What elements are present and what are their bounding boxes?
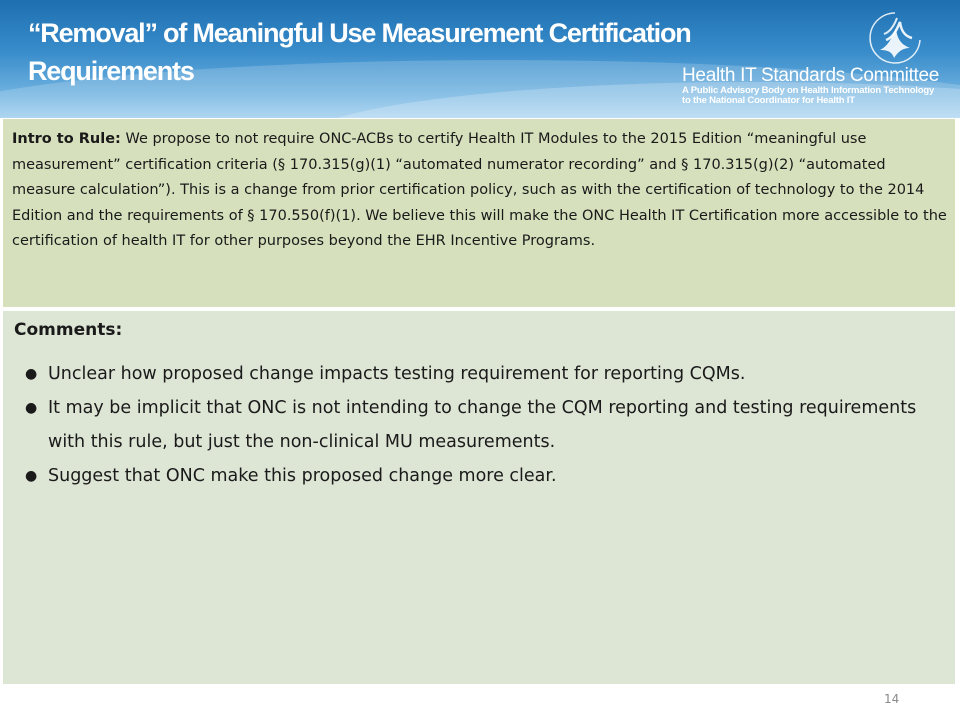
page-number: 14 <box>884 692 900 706</box>
committee-name: Health IT Standards Committee <box>682 65 940 86</box>
comment-text: It may be implicit that ONC is not intending to change the CQM reporting and testing requirements with this rule, but just the non-clinical MU measurements. <box>48 398 917 452</box>
committee-branding <box>682 66 939 106</box>
intro-to-rule-box <box>3 119 955 307</box>
slide-title: “Removal” of Meaningful Use Measurement Certification Requirements <box>28 18 691 86</box>
comment-text: Suggest that ONC make this proposed change more clear. <box>48 466 557 486</box>
comment-text: Unclear how proposed change impacts testing requirement for reporting CQMs. <box>48 364 746 384</box>
bullet-icon: ● <box>25 468 38 484</box>
comments-box <box>3 311 955 684</box>
committee-subtitle: A Public Advisory Body on Health Information Technology <box>682 85 935 96</box>
intro-label: Intro to Rule: <box>12 131 121 147</box>
hhs-eagle-icon <box>866 10 924 66</box>
committee-subtitle: to the National Coordinator for Health IT <box>682 95 855 106</box>
slide-header <box>0 0 960 118</box>
bullet-icon: ● <box>25 366 38 382</box>
list-item <box>14 357 945 391</box>
bullet-icon: ● <box>25 400 38 416</box>
list-item <box>14 391 945 459</box>
list-item <box>14 459 945 493</box>
comments-list <box>14 357 945 493</box>
comments-heading: Comments: <box>14 320 123 340</box>
intro-text: We propose to not require ONC-ACBs to certify Health IT Modules to the 2015 Edition “meaningful use measurement” certification criteria (§ 170.315(g)(1) “automated numerator recording” and § 170.315(g)(2) “automated measure calculation”). This is a change from prior certification policy, such as with the certification of technology to the 2014 Edition and the requirements of § 170.550(f)(1). We believe this will make the ONC Health IT Certification more accessible to the certification of health IT for other purposes beyond the EHR Incentive Programs. <box>12 131 947 249</box>
